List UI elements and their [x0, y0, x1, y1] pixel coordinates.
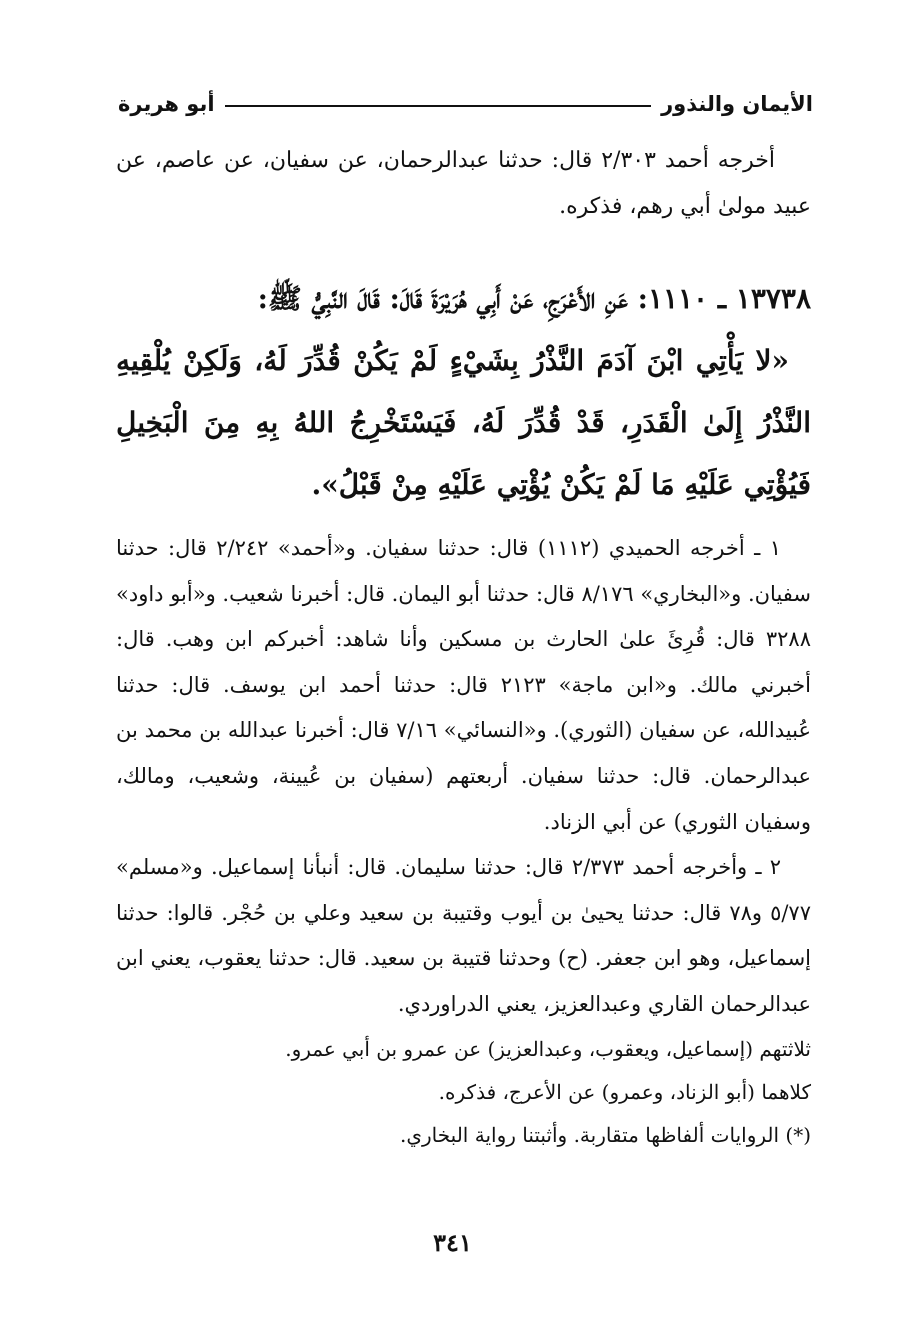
hadith-text: «لا يَأْتِي ابْنَ آدَمَ النَّذْرُ بِشَيْءٍ لَمْ يَكُنْ قُدِّرَ لَهُ، وَلَكِنْ يُلْقِيهِ النَّذْرُ إِلَىٰ الْقَدَرِ، قَدْ قُدِّرَ لَهُ، فَيَسْتَخْرِجُ اللهُ بِهِ مِنَ الْبَخِيلِ فَيُؤْتِي عَلَيْهِ مَا لَمْ يَكُنْ يُؤْتِي عَلَيْهِ مِنْ قَبْلُ».: [116, 344, 811, 501]
note-item: ٢ ـ وأخرجه أحمد ٢/٣٧٣ قال: حدثنا سليمان. قال: أنبأنا إسماعيل. و«مسلم» ٥/٧٧ و٧٨ قال: حدثنا يحيىٰ بن أيوب وقتيبة بن سعيد وعلي بن حُجْر. قالوا: حدثنا إسماعيل، وهو ابن جعفر. (ح) وحدثنا قتيبة بن سعيد. قال: حدثنا يعقوب، يعني ابن عبدالرحمان القاري وعبدالعزيز، يعني الدراوردي.: [116, 855, 811, 1016]
running-header: [118, 84, 813, 116]
footnote: (*) الروايات ألفاظها متقاربة. وأثبتنا رواية البخاري.: [400, 1122, 811, 1147]
takhrij-notes: [116, 526, 811, 1028]
page-content: [116, 138, 811, 1157]
note-item: ١ ـ أخرجه الحميدي (١١١٢) قال: حدثنا سفيان. و«أحمد» ٢/٢٤٢ قال: حدثنا سفيان. و«البخاري» ٨/١٧٦ قال: حدثنا أبو اليمان. قال: أخبرنا شعيب. و«أبو داود» ٣٢٨٨ قال: قُرِئَ علىٰ الحارث بن مسكين وأنا شاهد: أخبركم ابن وهب. قال: أخبرني مالك. و«ابن ماجة» ٢١٢٣ قال: حدثنا أحمد ابن يوسف. قال: حدثنا عُبيدالله، عن سفيان (الثوري). و«النسائي» ٧/١٦ قال: أخبرنا عبدالله بن محمد بن عبدالرحمان. قال: حدثنا سفيان. أربعتهم (سفيان بن عُيينة، وشعيب، ومالك، وسفيان الثوري) عن أبي الزناد.: [116, 536, 812, 834]
page-number: ٣٤١: [433, 1228, 472, 1257]
chapter-title: الأيمان والنذور: [661, 92, 813, 116]
previous-source-text: أخرجه أحمد ٢/٣٠٣ قال: حدثنا عبدالرحمان، عن سفيان، عن عاصم، عن عبيد مولىٰ أبي رهم، فذكره.: [116, 148, 811, 219]
hadith-heading: ١٣٧٣٨ ـ ١١١٠: عَنِ الأَعْرَجِ، عَنْ أَبِي هُرَيْرَةَ قَالَ: قَالَ النَّبِيُّ ﷺ:: [257, 282, 811, 315]
narrator-name: أبو هريرة: [118, 92, 215, 116]
summary-line: كلاهما (أبو الزناد، وعمرو) عن الأعرج، فذكره.: [438, 1079, 811, 1104]
summary-line: ثلاثتهم (إسماعيل، ويعقوب، وعبدالعزيز) عن عمرو بن أبي عمرو.: [285, 1036, 811, 1061]
header-rule: [225, 105, 652, 107]
